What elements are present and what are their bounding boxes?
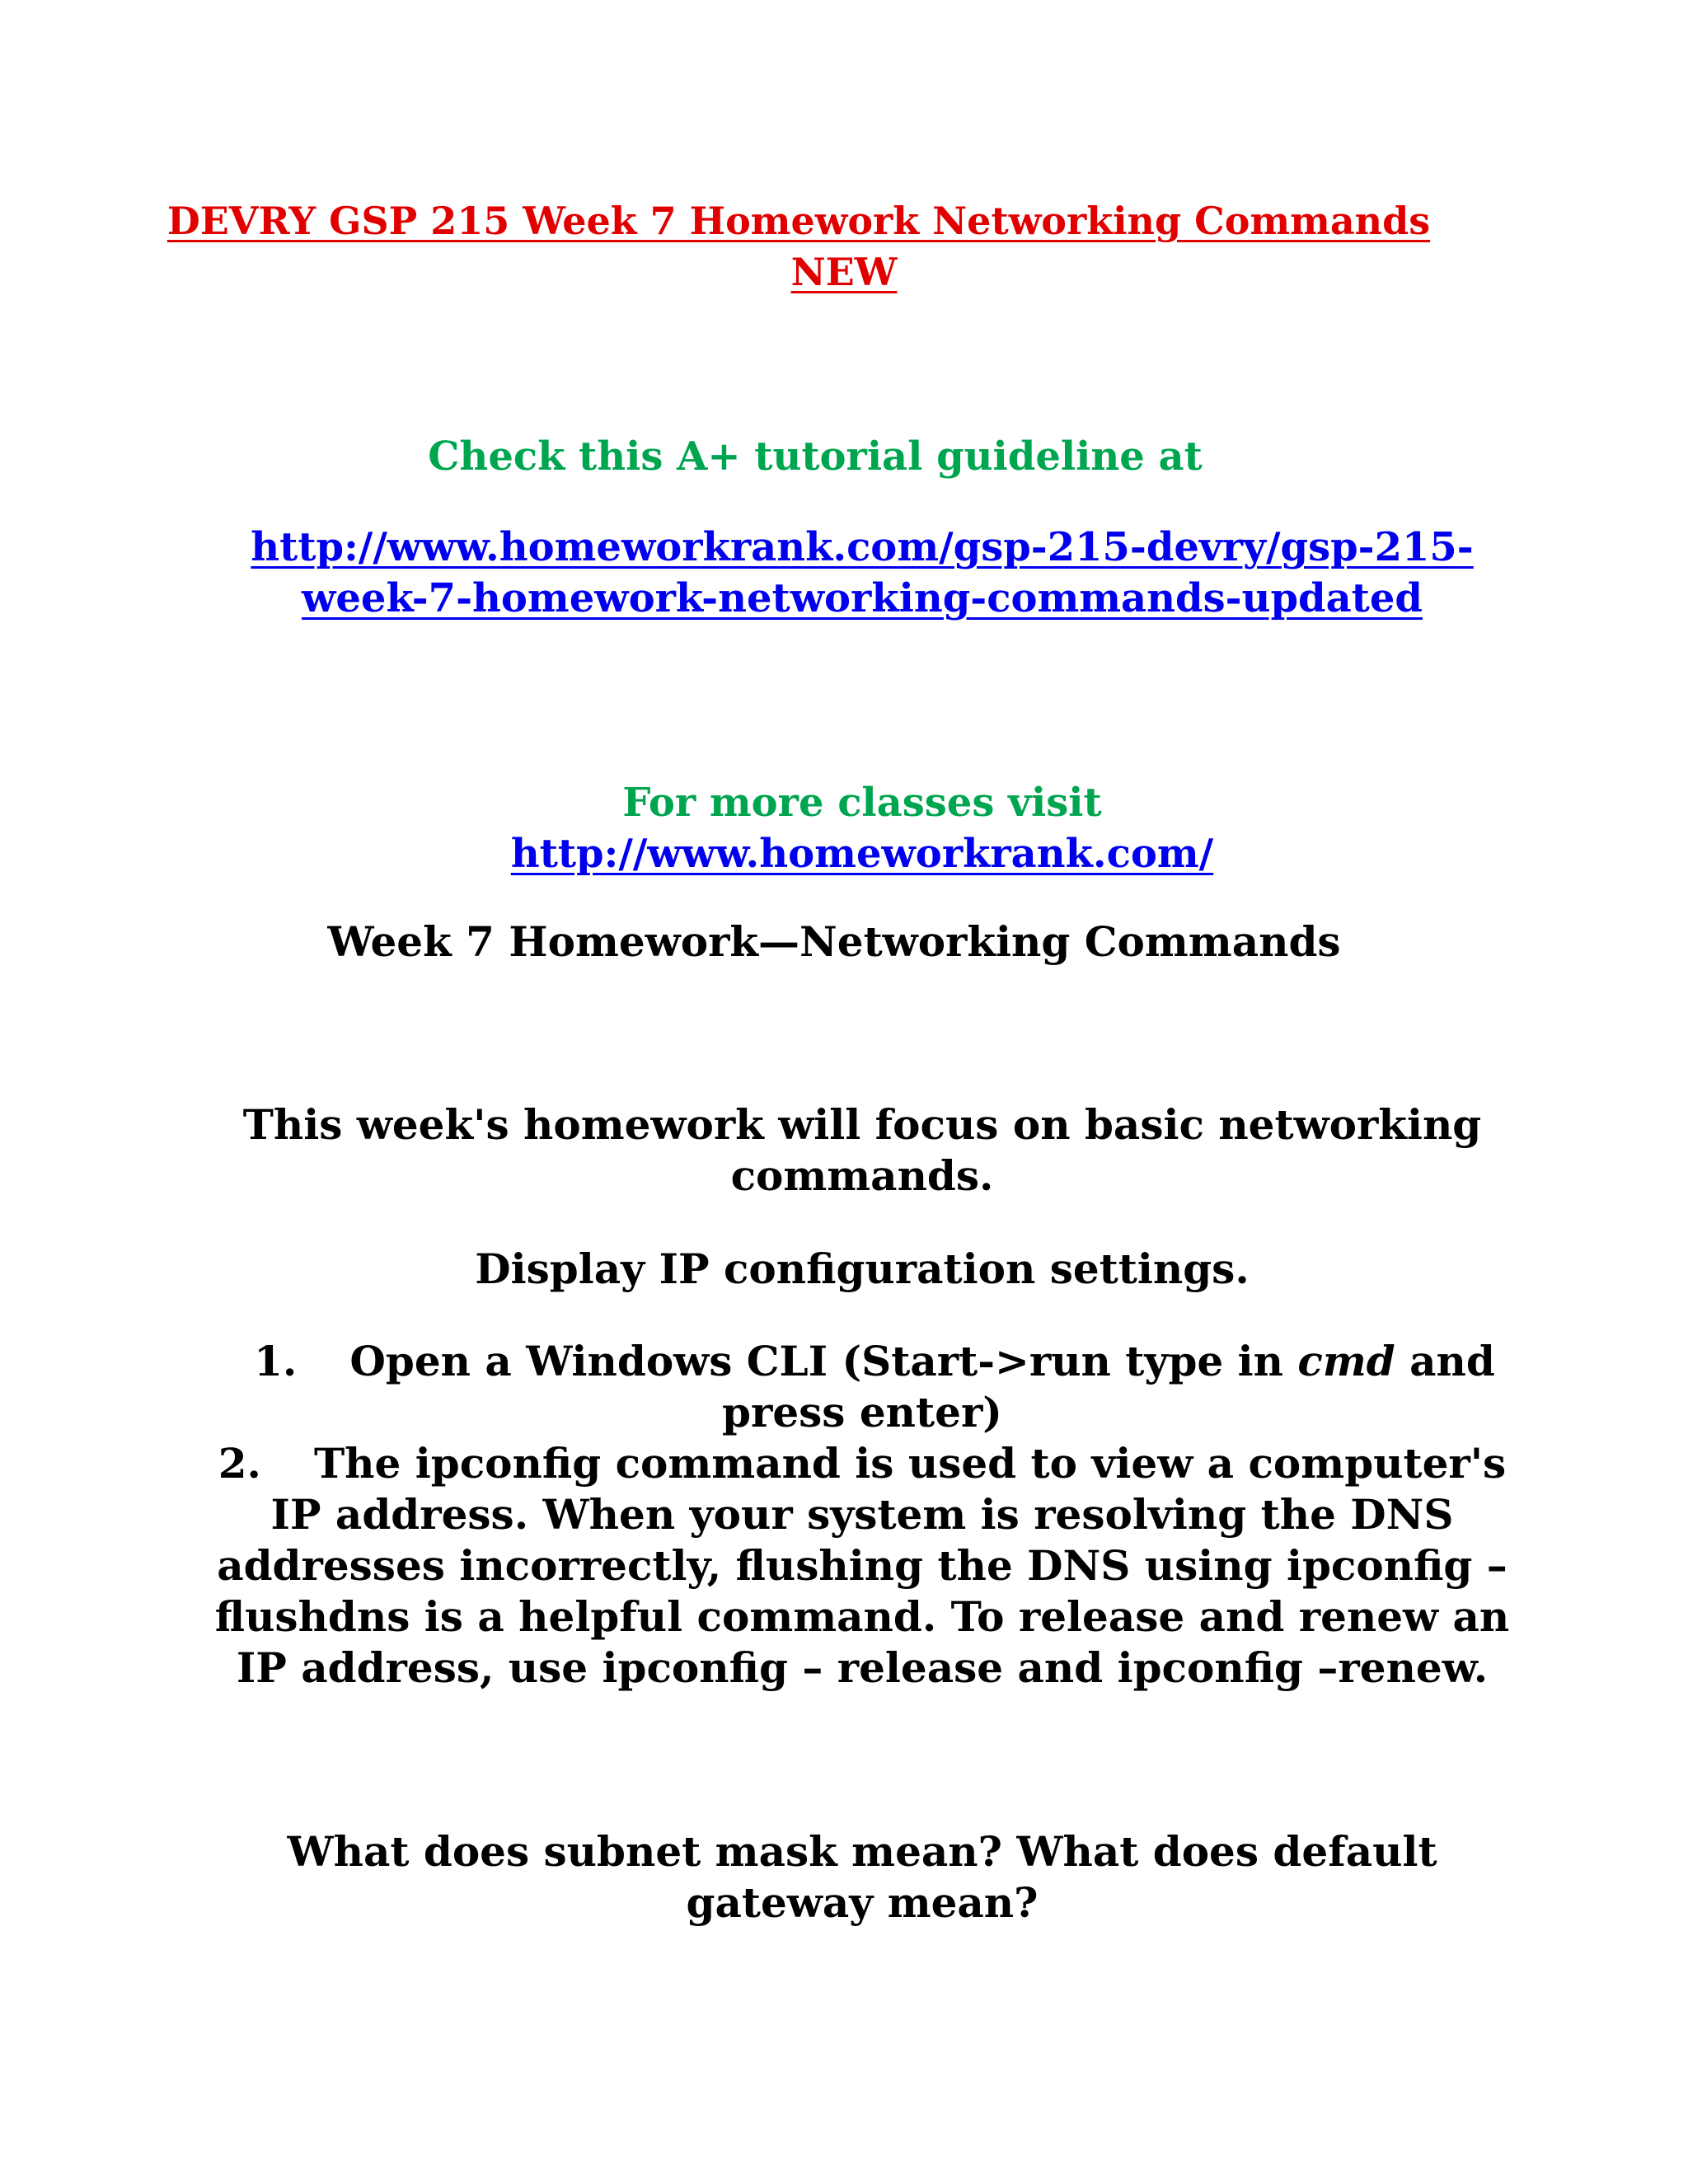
step1-text-after: and (1395, 1337, 1495, 1385)
document-title-line2: NEW (790, 250, 898, 294)
site-link[interactable]: http://www.homeworkrank.com/ (510, 831, 1214, 877)
step2-line2: IP address. When your system is resolving the DNS (270, 1490, 1454, 1539)
step2-text-line1: The ipconfig command is used to view a computer's (313, 1439, 1507, 1488)
step1-text-before: Open a Windows CLI (Start->run type in (349, 1337, 1298, 1385)
step2-line3: addresses incorrectly, flushing the DNS using ipconfig – (217, 1541, 1507, 1590)
step1-italic-cmd: cmd (1297, 1337, 1395, 1385)
tutorial-guideline-text: Check this A+ tutorial guideline at (428, 434, 1203, 480)
ip-config-subheading: Display IP configuration settings. (475, 1244, 1250, 1293)
homework-heading: Week 7 Homework—Networking Commands (327, 917, 1341, 966)
step1-line1 (30, 1337, 1688, 1385)
step2-line4: flushdns is a helpful command. To release and renew an (214, 1592, 1510, 1641)
tutorial-link-line1[interactable]: http://www.homeworkrank.com/gsp-215-devry/gsp-215- (251, 524, 1474, 570)
step1-line2: press enter) (722, 1388, 1002, 1436)
tutorial-link-line2[interactable]: week-7-homework-networking-commands-updated (302, 575, 1423, 621)
intro-line1: This week's homework will focus on basic networking (242, 1100, 1482, 1149)
question-line1: What does subnet mask mean? What does default (287, 1827, 1437, 1876)
step2-line1 (18, 1439, 1688, 1488)
more-classes-text: For more classes visit (622, 780, 1102, 826)
step2-number: 2. (218, 1439, 261, 1488)
step2-line5: IP address, use ipconfig – release and ipconfig –renew. (236, 1643, 1489, 1692)
intro-line2: commands. (730, 1151, 994, 1200)
question-line2: gateway mean? (686, 1878, 1039, 1927)
step1-number: 1. (254, 1337, 298, 1385)
document-title-line1: DEVRY GSP 215 Week 7 Homework Networking Commands (166, 199, 1431, 243)
